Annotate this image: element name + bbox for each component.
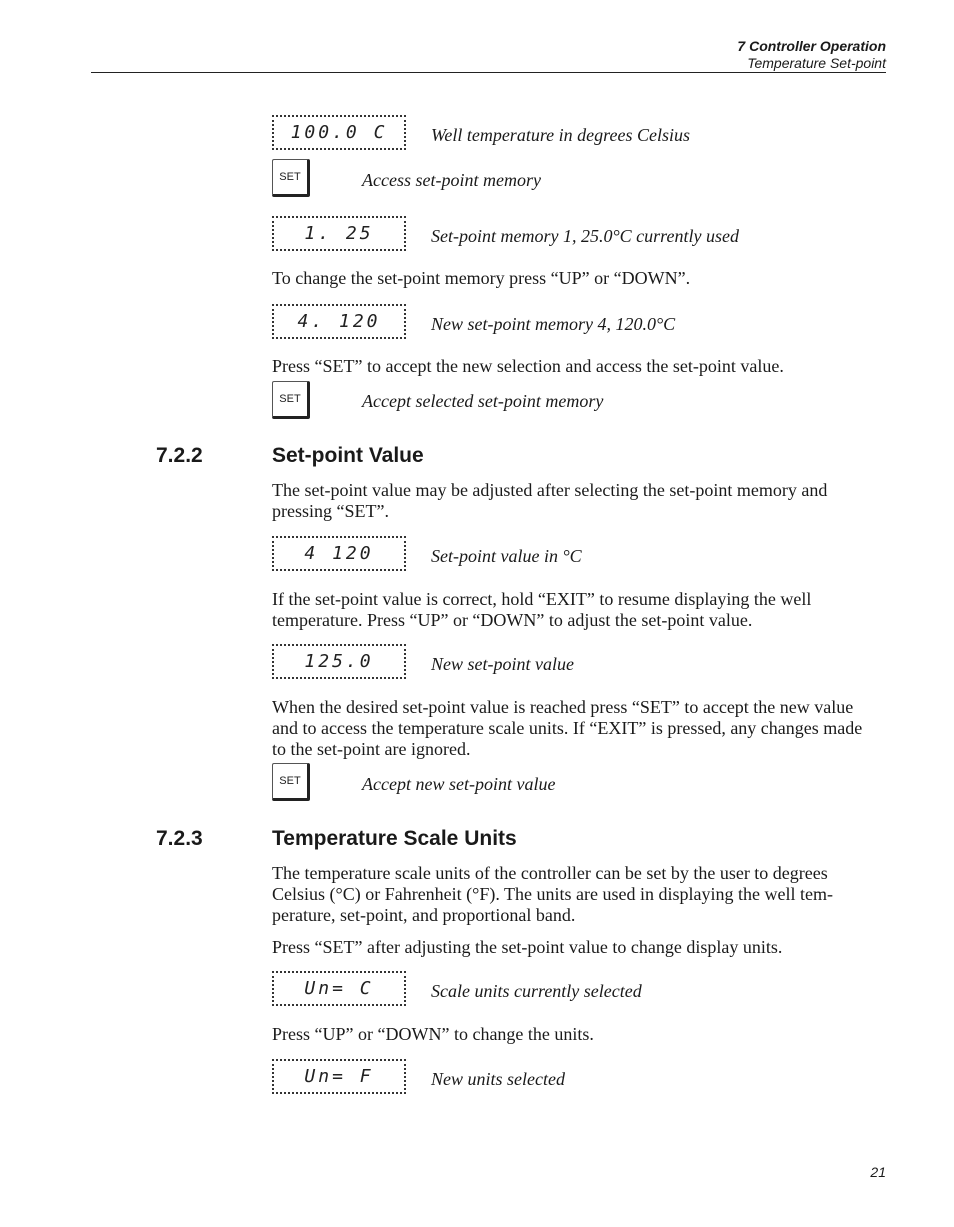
section-heading: Set-point Value	[272, 444, 424, 467]
section-title: Temperature Set-point	[747, 55, 886, 71]
lcd-display: 125.0	[272, 644, 406, 679]
paragraph: Press “UP” or “DOWN” to change the units.	[272, 1024, 594, 1044]
set-key-button[interactable]: SET	[272, 159, 310, 197]
key-caption: Access set-point memory	[362, 170, 541, 190]
paragraph: The temperature scale units of the controller can be set by the user to degrees Celsius (°C) or Fahrenheit (°F). The units are used in displaying the well tem-perature, set-point, and proportional band.	[272, 863, 833, 925]
display-caption: Scale units currently selected	[431, 981, 642, 1001]
display-caption: New set-point value	[431, 654, 574, 674]
display-caption: Set-point value in °C	[431, 546, 582, 566]
key-caption: Accept new set-point value	[362, 774, 556, 794]
paragraph: The set-point value may be adjusted after selecting the set-point memory and pressing “SET”.	[272, 480, 828, 521]
section-heading: Temperature Scale Units	[272, 827, 517, 850]
key-caption: Accept selected set-point memory	[362, 391, 604, 411]
display-caption: Well temperature in degrees Celsius	[431, 125, 690, 145]
lcd-display: 4. 120	[272, 304, 406, 339]
paragraph: Press “SET” to accept the new selection and access the set-point value.	[272, 356, 784, 376]
page-number: 21	[870, 1164, 886, 1180]
set-key-button[interactable]: SET	[272, 381, 310, 419]
display-caption: New set-point memory 4, 120.0°C	[431, 314, 676, 334]
header-rule	[91, 72, 886, 73]
paragraph: To change the set-point memory press “UP” or “DOWN”.	[272, 268, 691, 288]
lcd-display: Un= C	[272, 971, 406, 1006]
set-key-button[interactable]: SET	[272, 763, 310, 801]
section-number: 7.2.2	[156, 444, 203, 467]
page-header	[737, 38, 886, 72]
lcd-display: 4 120	[272, 536, 406, 571]
paragraph: Press “SET” after adjusting the set-point value to change display units.	[272, 937, 783, 957]
section-number: 7.2.3	[156, 827, 203, 850]
display-caption: Set-point memory 1, 25.0°C currently used	[431, 226, 739, 246]
lcd-display: 100.0 C	[272, 115, 406, 150]
paragraph: If the set-point value is correct, hold “EXIT” to resume displaying the well temperature. Press “UP” or “DOWN” to adjust the set-point value.	[272, 589, 812, 630]
lcd-display: Un= F	[272, 1059, 406, 1094]
chapter-title: 7 Controller Operation	[737, 38, 886, 54]
paragraph: When the desired set-point value is reached press “SET” to accept the new value and to access the temperature scale units. If “EXIT” is pressed, any changes made to the set-point are ignored.	[272, 697, 863, 759]
display-caption: New units selected	[431, 1069, 565, 1089]
lcd-display: 1. 25	[272, 216, 406, 251]
